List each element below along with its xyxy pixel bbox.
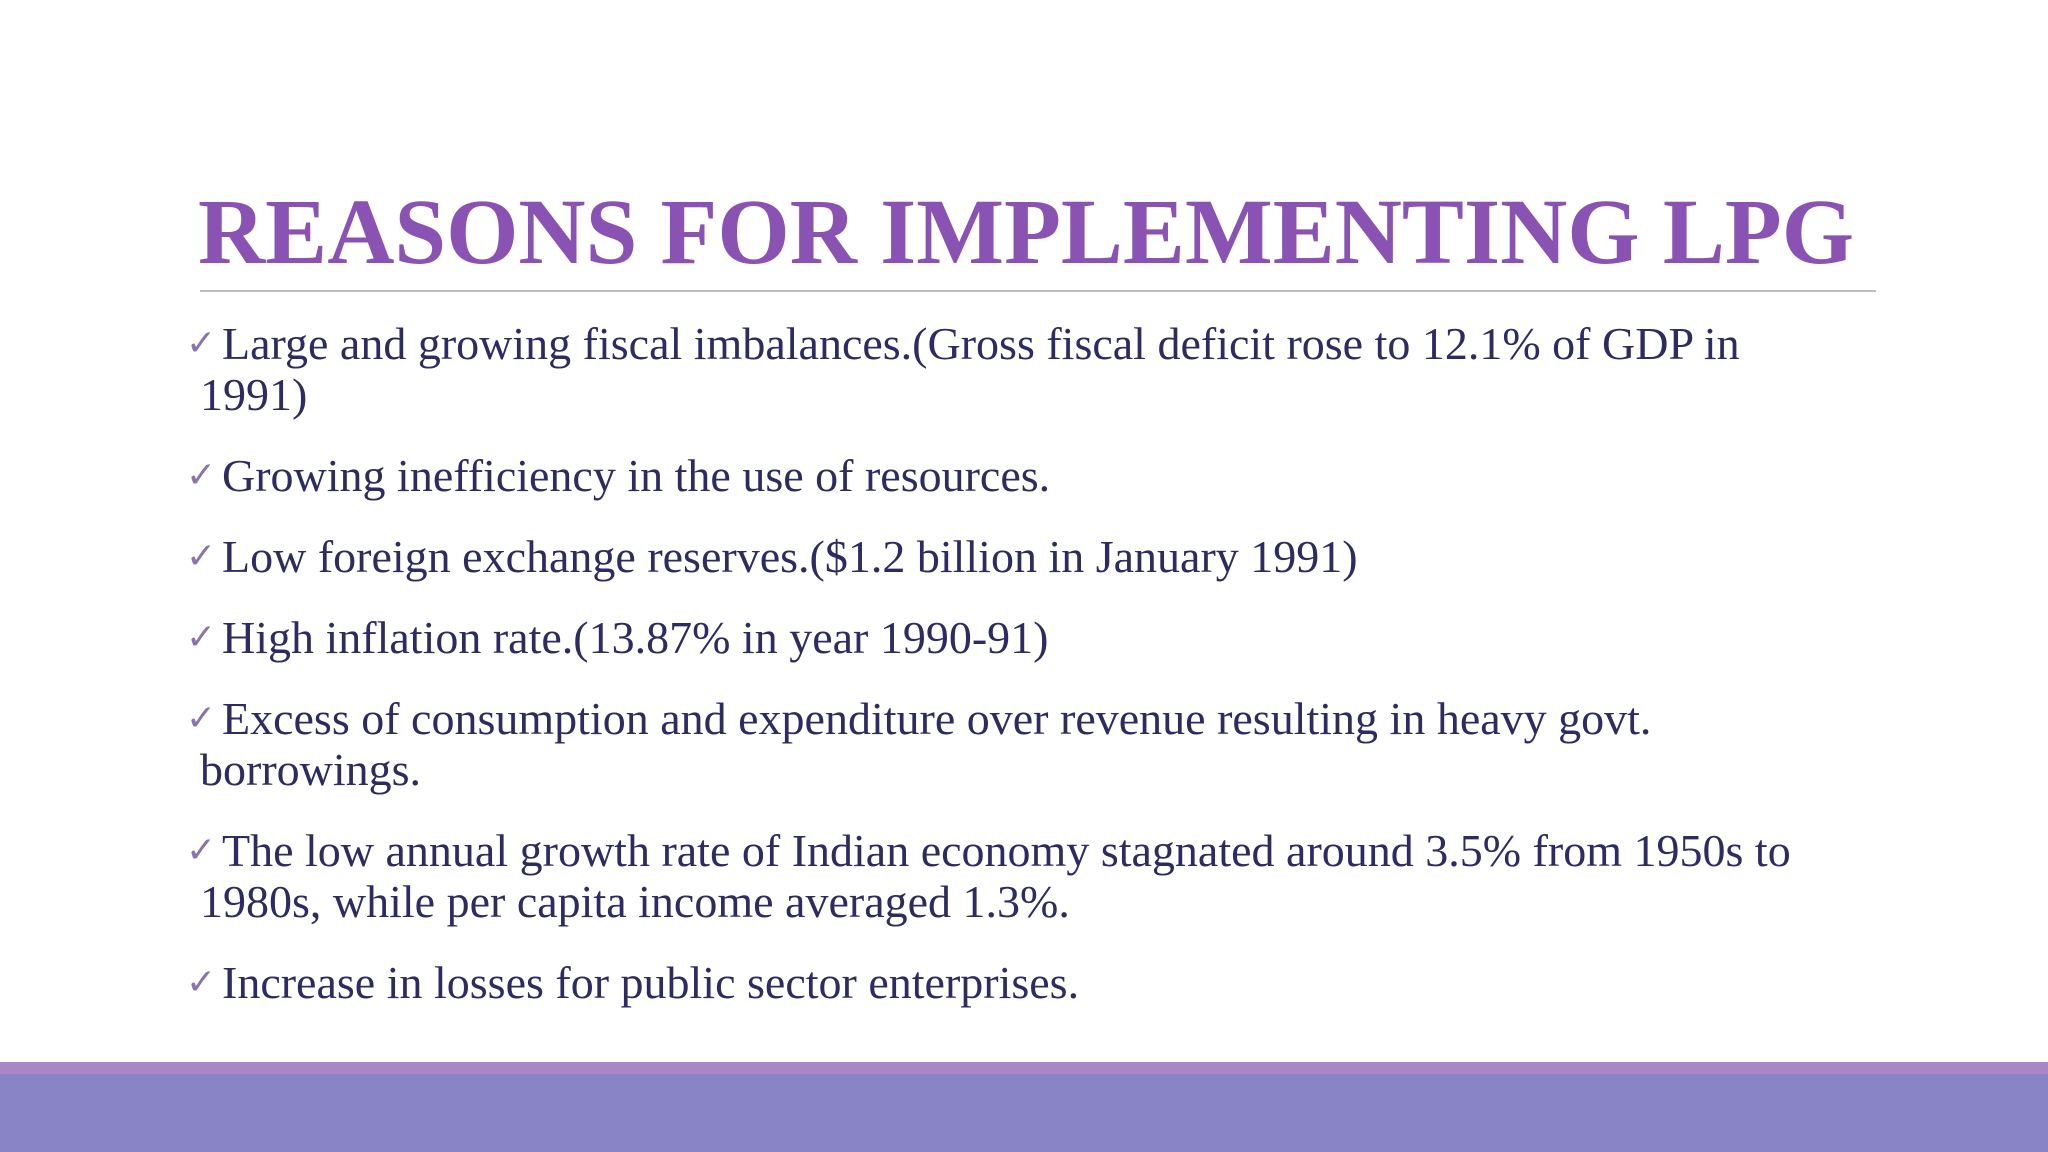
bullet-text: High inflation rate.(13.87% in year 1990-91) (222, 612, 1049, 663)
bullet-item (186, 531, 1906, 582)
footer-accent-line (0, 1062, 2048, 1074)
checkmark-icon: ✓ (186, 830, 217, 871)
bullet-text-continued: borrowings. (200, 744, 422, 795)
bullet-text-continued: 1991) (200, 369, 308, 420)
bullet-list (186, 318, 1906, 1038)
checkmark-icon: ✓ (186, 323, 217, 364)
bullet-text-continued: 1980s, while per capita income averaged 1.3%. (200, 876, 1070, 927)
bullet-item (186, 825, 1906, 927)
checkmark-icon: ✓ (186, 455, 217, 496)
bullet-item (186, 693, 1906, 795)
checkmark-icon: ✓ (186, 536, 217, 577)
bullet-text: Low foreign exchange reserves.($1.2 billion in January 1991) (222, 531, 1358, 582)
title-divider (200, 290, 1876, 292)
bullet-text: Large and growing fiscal imbalances.(Gross fiscal deficit rose to 12.1% of GDP in (222, 318, 1740, 369)
bullet-item (186, 318, 1906, 420)
slide-title: REASONS FOR IMPLEMENTING LPG (198, 181, 1855, 284)
bullet-item (186, 957, 1906, 1008)
bullet-text: Increase in losses for public sector enterprises. (222, 957, 1080, 1008)
bullet-text: Excess of consumption and expenditure over revenue resulting in heavy govt. (222, 693, 1652, 744)
bullet-item (186, 450, 1906, 501)
bullet-text: The low annual growth rate of Indian economy stagnated around 3.5% from 1950s to (222, 825, 1791, 876)
checkmark-icon: ✓ (186, 698, 217, 739)
checkmark-icon: ✓ (186, 617, 217, 658)
footer-band (0, 1062, 2048, 1152)
checkmark-icon: ✓ (186, 962, 217, 1003)
bullet-item (186, 612, 1906, 663)
bullet-text: Growing inefficiency in the use of resources. (222, 450, 1051, 501)
